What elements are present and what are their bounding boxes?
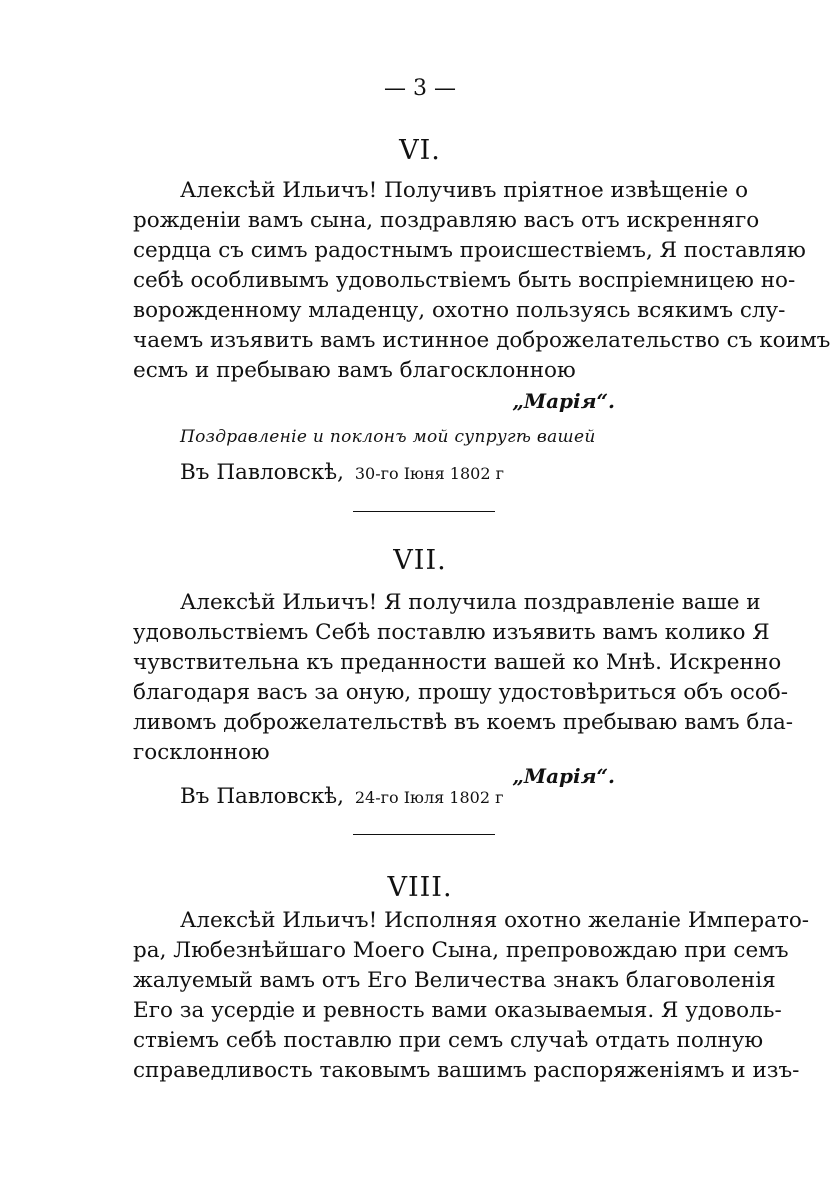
text-line: жалуемый вамъ отъ Его Величества знакъ благоволенія [133, 968, 776, 993]
page-number: — 3 — [384, 76, 456, 101]
text-line: сердца съ симъ радостнымъ происшествіемъ, Я поставляю [133, 238, 806, 263]
text-line: себѣ особливымъ удовольствіемъ быть воспріемницею но- [133, 268, 796, 293]
text-line: Его за усердіе и ревность вами оказываемыя. Я удоволь- [133, 998, 782, 1023]
place: Въ Павловскѣ, [180, 460, 344, 485]
text-line: рожденіи вамъ сына, поздравляю васъ отъ искренняго [133, 208, 760, 233]
text-line: есмъ и пребываю вамъ благосклонною [133, 358, 576, 383]
text-line: ворожденному младенцу, охотно пользуясь всякимъ слу- [133, 298, 786, 323]
text-line: Алексѣй Ильичъ! Я получила поздравленіе ваше и [180, 590, 761, 615]
place-date-line [180, 784, 503, 809]
place: Въ Павловскѣ, [180, 784, 344, 809]
date: 24-го Іюля 1802 г [354, 788, 504, 807]
text-line: справедливость таковымъ вашимъ распоряженіямъ и изъ- [133, 1058, 800, 1083]
place-date-line [180, 460, 504, 485]
text-line: чувствительна къ преданности вашей ко Мнѣ. Искренно [133, 650, 782, 675]
signature-maria: „Марія“. [512, 389, 615, 413]
text-line: удовольствіемъ Себѣ поставлю изъявить вамъ колико Я [133, 620, 770, 645]
text-line: благодаря васъ за оную, прошу удостовѣриться объ особ- [133, 680, 788, 705]
text-line: госклонною [133, 740, 270, 765]
postscript-note: Поздравленіе и поклонъ мой супругѣ вашей [180, 427, 596, 447]
text-line: ра, Любезнѣйшаго Моего Сына, препровождаю при семъ [133, 938, 789, 963]
section-numeral-vii: VII. [393, 545, 447, 576]
section-numeral-viii: VIII. [387, 872, 453, 903]
text-line: чаемъ изъявить вамъ истинное доброжелательство съ коимъ [133, 328, 831, 353]
text-line: ствіемъ себѣ поставлю при семъ случаѣ отдать полную [133, 1028, 764, 1053]
section-divider [353, 511, 495, 512]
text-line: ливомъ доброжелательствѣ въ коемъ пребываю вамъ бла- [133, 710, 794, 735]
section-divider [353, 834, 495, 835]
date: 30-го Іюня 1802 г [354, 464, 504, 483]
text-line: Алексѣй Ильичъ! Получивъ пріятное извѣщеніе о [180, 178, 749, 203]
text-line: Алексѣй Ильичъ! Исполняя охотно желаніе Императо- [180, 908, 810, 933]
section-numeral-vi: VI. [399, 135, 441, 166]
signature-maria: „Марія“. [512, 764, 615, 788]
